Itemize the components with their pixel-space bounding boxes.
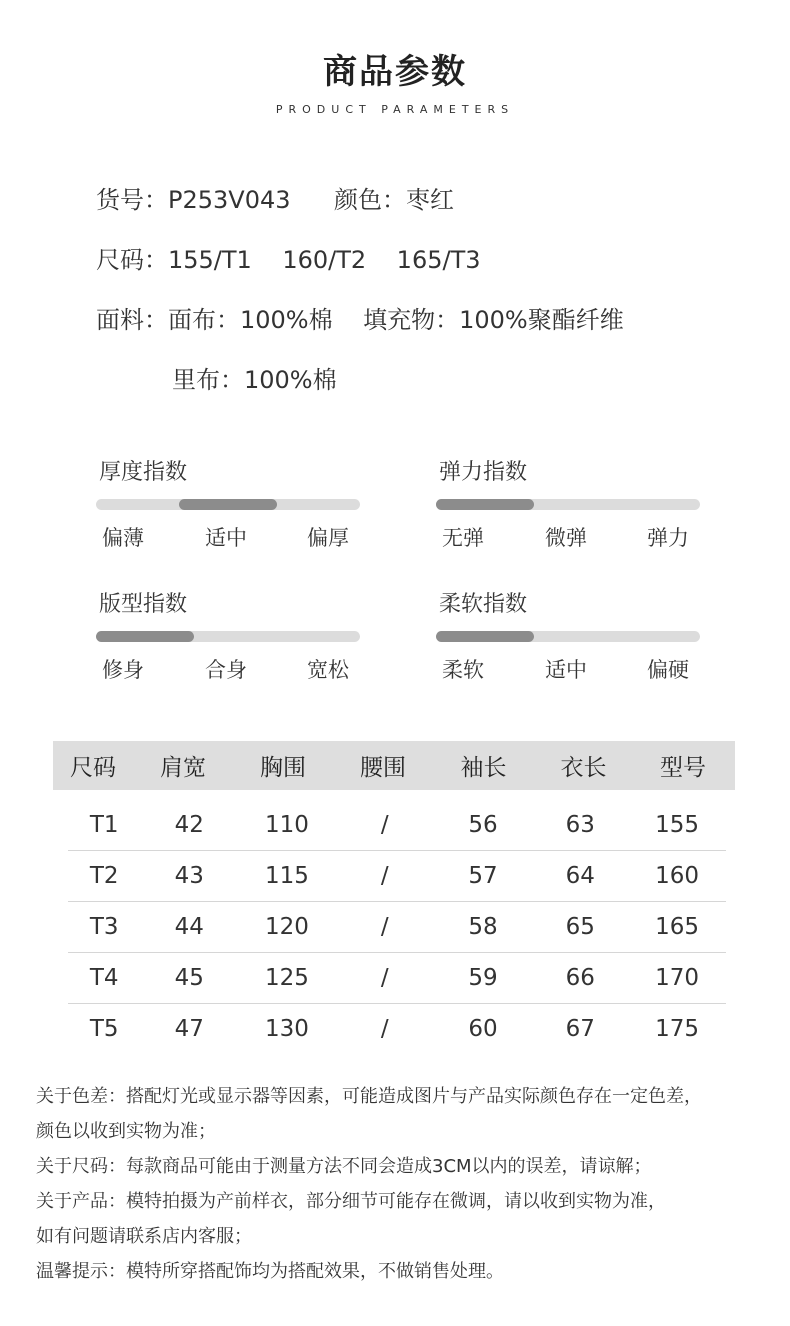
- index-fill: [436, 499, 534, 510]
- notes-section: [36, 1079, 776, 1289]
- index-title: 柔软指数: [439, 592, 528, 617]
- note-product-cont: 如有问题请联系店内客服；: [36, 1226, 252, 1247]
- page-subtitle: PRODUCT PARAMETERS: [275, 103, 515, 116]
- table-cell: 45: [174, 965, 204, 991]
- table-cell: 120: [265, 914, 309, 940]
- table-cell: /: [380, 863, 389, 889]
- column-header-waist: 腰围: [360, 755, 406, 781]
- index-label: 偏薄: [102, 526, 144, 550]
- index-label: 宽松: [307, 658, 349, 682]
- column-header-length: 衣长: [560, 755, 607, 781]
- table-cell: T1: [89, 812, 119, 838]
- index-label: 柔软: [442, 658, 484, 682]
- item-number: 货号：P253V043: [96, 186, 291, 214]
- index-title: 版型指数: [99, 592, 188, 617]
- index-fill: [436, 631, 534, 642]
- table-cell: 60: [468, 1016, 498, 1042]
- index-title: 弹力指数: [439, 460, 528, 485]
- index-title: 厚度指数: [99, 460, 188, 485]
- table-cell: T2: [89, 863, 119, 889]
- table-cell: T3: [89, 914, 119, 940]
- size-table: [53, 741, 735, 1054]
- index-label: 适中: [545, 658, 587, 682]
- index-thickness: [96, 455, 360, 555]
- page-title: 商品参数: [323, 52, 467, 92]
- product-lining: 里布：100%棉: [172, 366, 337, 394]
- table-row: [68, 953, 726, 1004]
- note-color-difference-cont: 颜色以收到实物为准；: [36, 1121, 216, 1142]
- table-cell: /: [380, 914, 389, 940]
- index-label: 弹力: [647, 526, 689, 550]
- index-label: 合身: [205, 658, 247, 682]
- index-label: 修身: [102, 658, 144, 682]
- column-header-shoulder: 肩宽: [160, 755, 206, 781]
- column-header-chest: 胸围: [260, 755, 306, 781]
- table-cell: 42: [174, 812, 204, 838]
- table-cell: 66: [565, 965, 595, 991]
- table-cell: 64: [565, 863, 595, 889]
- index-track: [436, 631, 700, 642]
- table-cell: 43: [174, 863, 204, 889]
- table-cell: 44: [174, 914, 204, 940]
- table-cell: 57: [468, 863, 498, 889]
- table-cell: 110: [265, 812, 309, 838]
- index-track: [96, 631, 360, 642]
- table-cell: 47: [174, 1016, 204, 1042]
- index-label: 偏硬: [647, 658, 689, 682]
- column-header-sleeve: 袖长: [460, 755, 507, 781]
- index-fill: [96, 631, 194, 642]
- table-row: [68, 851, 726, 902]
- product-sizes: 尺码：155/T1 160/T2 165/T3: [96, 246, 481, 274]
- table-cell: 58: [468, 914, 498, 940]
- index-label: 无弹: [442, 526, 484, 550]
- index-label: 适中: [205, 526, 247, 550]
- table-cell: 67: [565, 1016, 595, 1042]
- product-fabric: 面料：面布：100%棉 填充物：100%聚酯纤维: [96, 306, 624, 334]
- table-cell: T5: [89, 1016, 119, 1042]
- column-header-model: 型号: [660, 755, 706, 781]
- table-cell: 170: [655, 965, 700, 991]
- size-table-header: [53, 741, 735, 790]
- index-fill: [179, 499, 277, 510]
- table-cell: 65: [565, 914, 595, 940]
- table-cell: 155: [655, 812, 700, 838]
- table-cell: 56: [468, 812, 498, 838]
- table-cell: /: [380, 812, 389, 838]
- index-fit: [96, 587, 360, 687]
- table-cell: 59: [468, 965, 498, 991]
- note-tips: 温馨提示：模特所穿搭配饰均为搭配效果，不做销售处理。: [36, 1261, 504, 1282]
- index-track: [96, 499, 360, 510]
- table-row: [68, 902, 726, 953]
- table-cell: 115: [265, 863, 309, 889]
- table-cell: /: [380, 1016, 389, 1042]
- table-cell: 63: [565, 812, 595, 838]
- table-cell: T4: [89, 965, 119, 991]
- note-size: 关于尺码：每款商品可能由于测量方法不同会造成3CM以内的误差，请谅解；: [36, 1156, 652, 1177]
- table-cell: 125: [265, 965, 309, 991]
- index-softness: [436, 587, 700, 687]
- index-track: [436, 499, 700, 510]
- note-color-difference: 关于色差：搭配灯光或显示器等因素，可能造成图片与产品实际颜色存在一定色差，: [36, 1086, 702, 1107]
- index-elasticity: [436, 455, 700, 555]
- product-color: 颜色：枣红: [334, 186, 454, 214]
- table-cell: 130: [265, 1016, 309, 1042]
- index-label: 偏厚: [307, 526, 349, 550]
- table-cell: 165: [655, 914, 700, 940]
- index-label: 微弹: [545, 526, 587, 550]
- table-cell: /: [380, 965, 389, 991]
- column-header-size: 尺码: [70, 755, 116, 781]
- table-cell: 160: [655, 863, 700, 889]
- note-product: 关于产品：模特拍摄为产前样衣，部分细节可能存在微调，请以收到实物为准，: [36, 1191, 666, 1212]
- table-cell: 175: [655, 1016, 700, 1042]
- table-row: [68, 800, 726, 851]
- table-row: [68, 1004, 726, 1054]
